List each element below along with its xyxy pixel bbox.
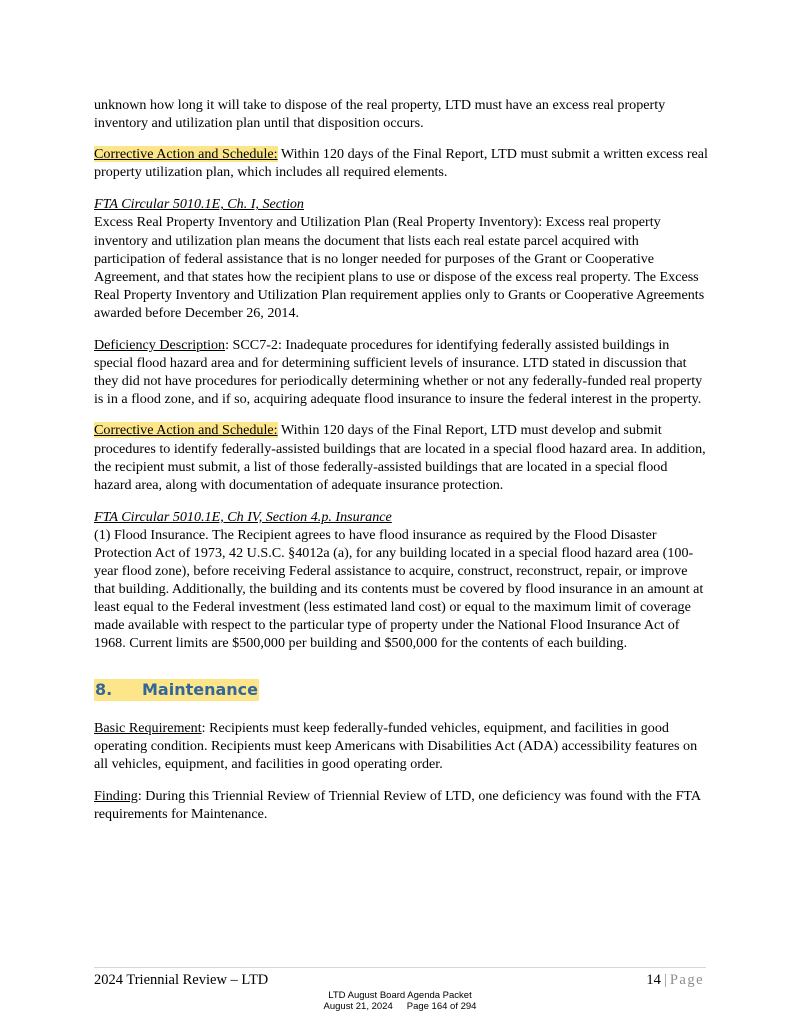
packet-meta — [0, 1001, 800, 1012]
corrective-action-2 — [94, 421, 708, 493]
packet-page: Page 164 of 294 — [406, 1001, 477, 1012]
finding-label: Finding — [94, 787, 138, 804]
basic-requirement — [94, 719, 708, 773]
reference-text: Excess Real Property Inventory and Utilization Plan (Real Property Inventory): Excess real property inventory and utilization plan means the document that lists each real estate parcel acquired with participation of federal assistance that is no longer needed for purposes of the Grant or Cooperative Agreement, and that states how the recipient plans to use or dispose of the excess real property. The Excess Real Property Inventory and Utilization Plan requirement applies only to Grants or Cooperative Agreements awarded before December 26, 2014. — [94, 214, 705, 321]
corrective-action-label: Corrective Action and Schedule: — [94, 146, 278, 163]
footer-title: 2024 Triennial Review – LTD — [94, 972, 269, 988]
basic-requirement-label: Basic Requirement — [94, 719, 202, 736]
document-body — [94, 96, 708, 823]
page-number: 14 — [646, 972, 661, 988]
packet-title: LTD August Board Agenda Packet — [328, 990, 472, 1001]
page-word: Page — [669, 972, 704, 988]
reference-title: FTA Circular 5010.1E, Ch IV, Section 4.p. Insurance — [94, 508, 392, 525]
deficiency-text: : SCC7-2: Inadequate procedures for identifying federally assisted buildings in special flood hazard area and for determining sufficient levels of insurance. LTD stated in discussion that they did not have procedures for periodically determining whether or not any federally-funded real property is in a flood zone, and if so, acquiring adequate flood insurance to insure the federal interest in the property. — [94, 337, 703, 408]
reference-text: (1) Flood Insurance. The Recipient agrees to have flood insurance as required by the Flood Disaster Protection Act of 1973, 42 U.S.C. §4012a (a), for any building located in a special flood hazard area (100-year flood zone), before receiving Federal assistance to acquire, construct, reconstruct, repair, or improve that building. Additionally, the building and its contents must be covered by flood insurance in an amount at least equal to the Federal investment (less estimated land cost) or equal to the maximum limit of coverage made available with respect to the particular type of property under the National Flood Insurance Act of 1968. Current limits are $500,000 per building and $500,000 for the contents of each building. — [94, 526, 704, 652]
reference-title: FTA Circular 5010.1E, Ch. I, Section — [94, 196, 304, 213]
page-separator: | — [663, 972, 667, 988]
deficiency-label: Deficiency Description — [94, 337, 226, 354]
footer-divider — [94, 967, 706, 968]
basic-requirement-text: : Recipients must keep federally-funded vehicles, equipment, and facilities in good operating condition. Recipients must keep Americans with Disabilities Act (ADA) accessibility features on all vehicles, equipment, and facilities in good operating order. — [94, 719, 698, 772]
finding-text: : During this Triennial Review of Triennial Review of LTD, one deficiency was found with the FTA requirements for Maintenance. — [94, 787, 701, 822]
corrective-action-label: Corrective Action and Schedule: — [94, 422, 278, 439]
corrective-action-text: Within 120 days of the Final Report, LTD must develop and submit procedures to identify federally-assisted buildings that are located in a special flood hazard area. In addition, the recipient must submit, a list of those federally-assisted buildings that are located in a special flood hazard area, along with documentation of adequate insurance protection. — [94, 422, 706, 493]
section-heading — [94, 679, 708, 701]
section-number: 8. — [95, 679, 113, 699]
finding — [94, 787, 708, 823]
corrective-action-text: Within 120 days of the Final Report, LTD must submit a written excess real property utilization plan, which includes all required elements. — [94, 146, 708, 181]
corrective-action-1 — [94, 145, 708, 181]
footer-page — [646, 971, 704, 989]
deficiency-description — [94, 336, 708, 408]
packet-stamp — [0, 990, 800, 1012]
paragraph-disposition: unknown how long it will take to dispose of the real property, LTD must have an excess real property inventory and utilization plan until that disposition occurs. — [94, 97, 666, 132]
packet-date: August 21, 2024 — [323, 1001, 393, 1012]
section-title: Maintenance — [142, 679, 259, 699]
